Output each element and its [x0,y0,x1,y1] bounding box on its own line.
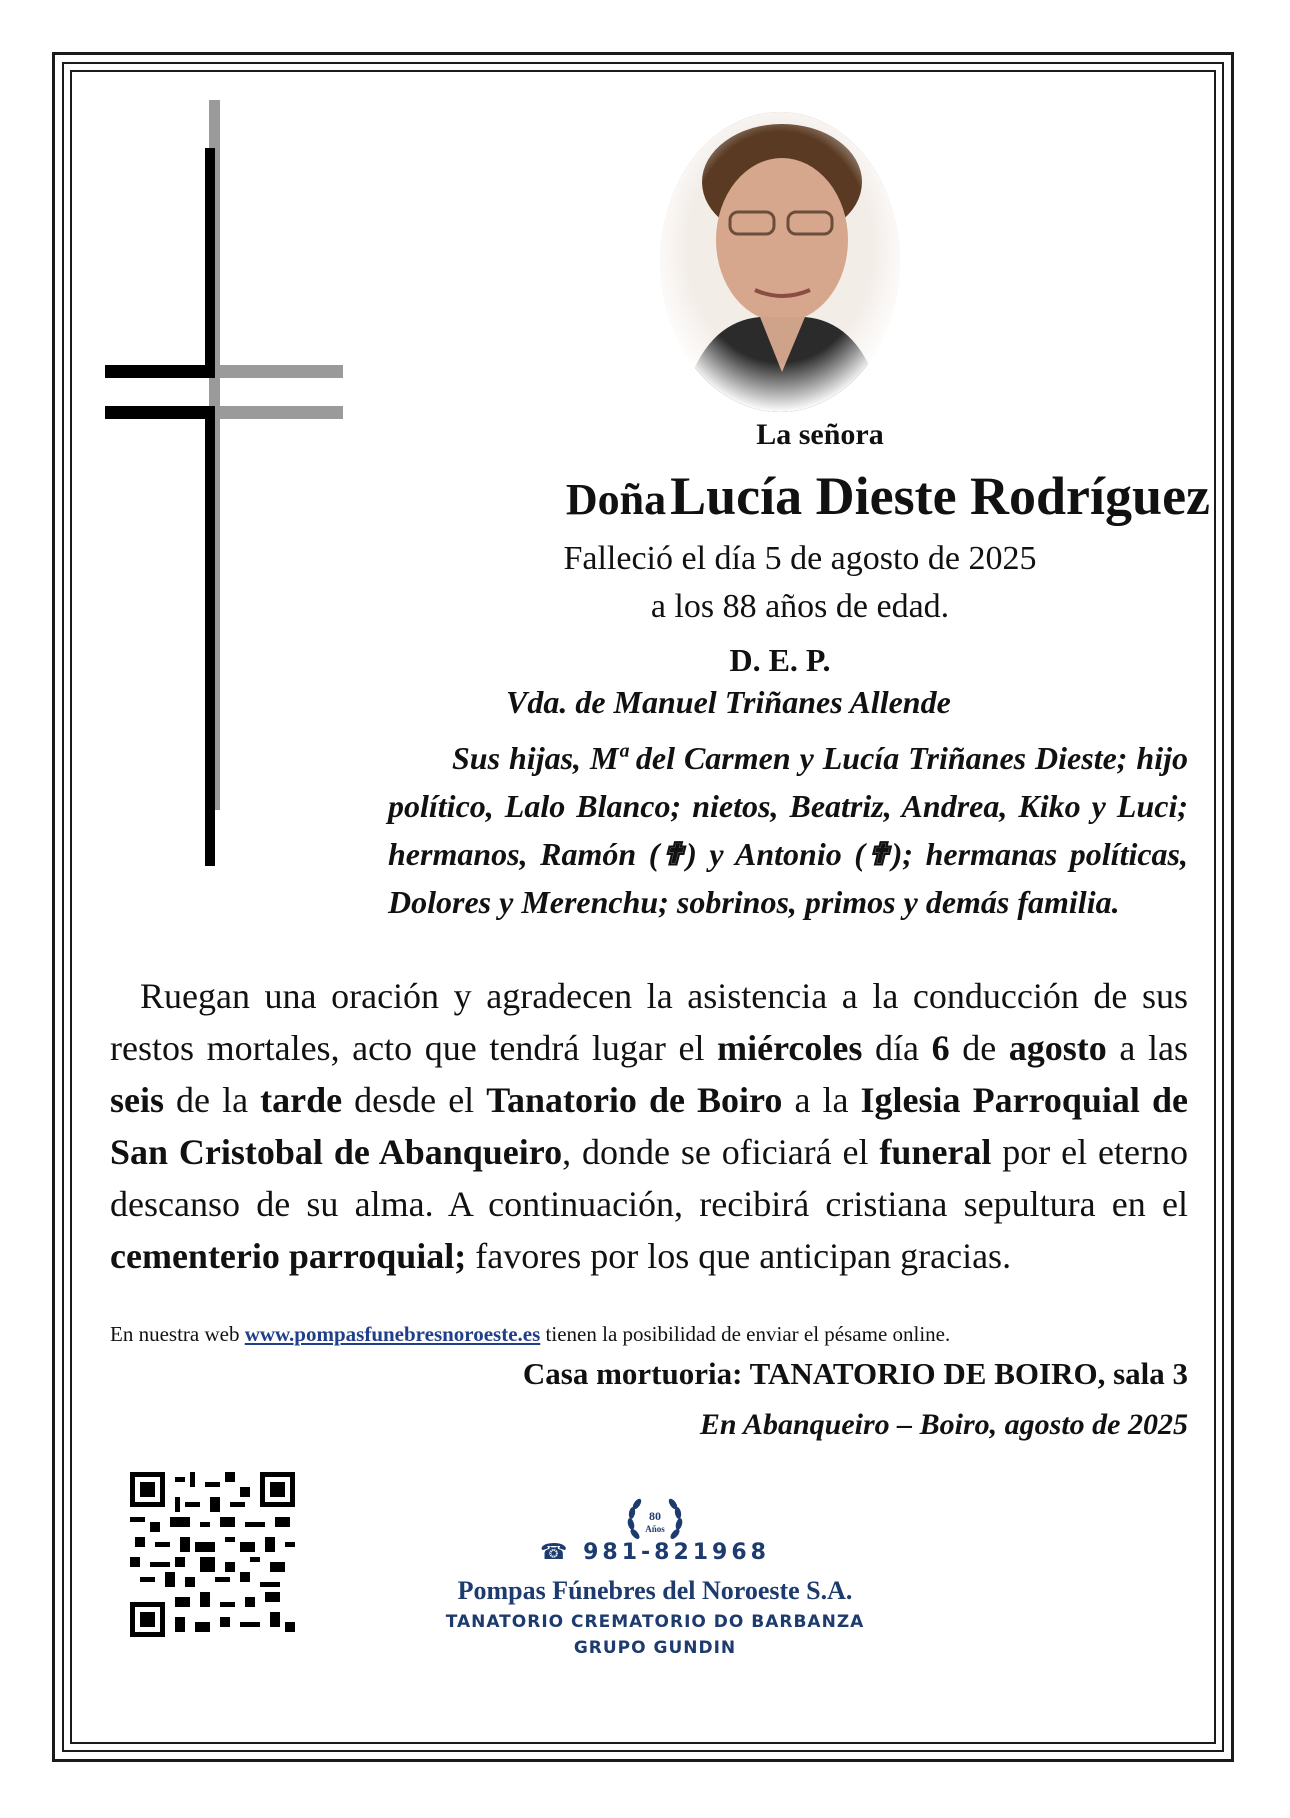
funeral-home-line: Casa mortuoria: TANATORIO DE BOIRO, sala 3 [522,1356,1188,1391]
age-line: a los 88 años de edad. [650,588,950,625]
company-subtitle: TANATORIO CREMATORIO DO BARBANZA [445,1612,865,1632]
deceased-cross-icon: ✟ [659,836,687,872]
company-name: Pompas Fúnebres del Noroeste S.A. [457,1576,853,1605]
widow-line: Vda. de Manuel Triñanes Allende [506,684,951,720]
death-date: Falleció el día 5 de agosto de 2025 [563,540,1037,577]
phone-line [540,1540,770,1565]
honorific: Doña [565,475,667,524]
deceased-portrait [660,112,900,412]
rip-line: D. E. P. [729,642,831,678]
svg-text:Años: Años [645,1524,665,1534]
ceremony-paragraph: Ruegan una oración y agradecen la asistencia a la conducción de sus restos mortales, acto que tendrá lugar el miércoles día 6 de agosto a las seis de la tarde desde el Tanatorio de Boiro a la Iglesia Parroquial de San Cristobal de Abanqueiro, donde se oficiará el funeral por el eterno descanso de su alma. A continuación, recibirá cristiana sepultura en el cementerio parroquial; favores por los que anticipan gracias. [110,976,1188,1276]
intro-label: La señora [756,418,884,451]
telephone-icon: ☎ [540,1540,572,1565]
deceased-cross-icon: ✟ [864,836,892,872]
latin-cross-icon [105,100,345,880]
svg-text:80: 80 [649,1509,661,1523]
website-link[interactable]: www.pompasfunebresnoroeste.es [244,1322,541,1346]
family-part-2: ) y Antonio ( [686,836,865,872]
name-text: Lucía Dieste Rodríguez [670,466,1210,526]
company-group: GRUPO GUNDIN [573,1638,737,1658]
family-part-1: Sus hijas, Mª del Carmen y Lucía Triñanes Dieste; hijo político, Lalo Blanco; nietos, Beatriz, Andrea, Kiko y Luci; hermanos, Ramón ( [388,740,1188,872]
deceased-name [430,465,1210,527]
family-list [388,734,1188,926]
place-date-line: En Abanqueiro – Boiro, agosto de 2025 [699,1408,1188,1441]
web-notice: En nuestra web www.pompasfunebresnoroeste.es tienen la posibilidad de enviar el pésame online. [110,1322,951,1346]
phone-number[interactable]: 981-821968 [583,1540,770,1565]
qr-code-icon[interactable] [130,1472,295,1637]
family-part-3: ); hermanas políticas, Dolores y Merenchu; sobrinos, primos y demás familia. [388,836,1189,920]
